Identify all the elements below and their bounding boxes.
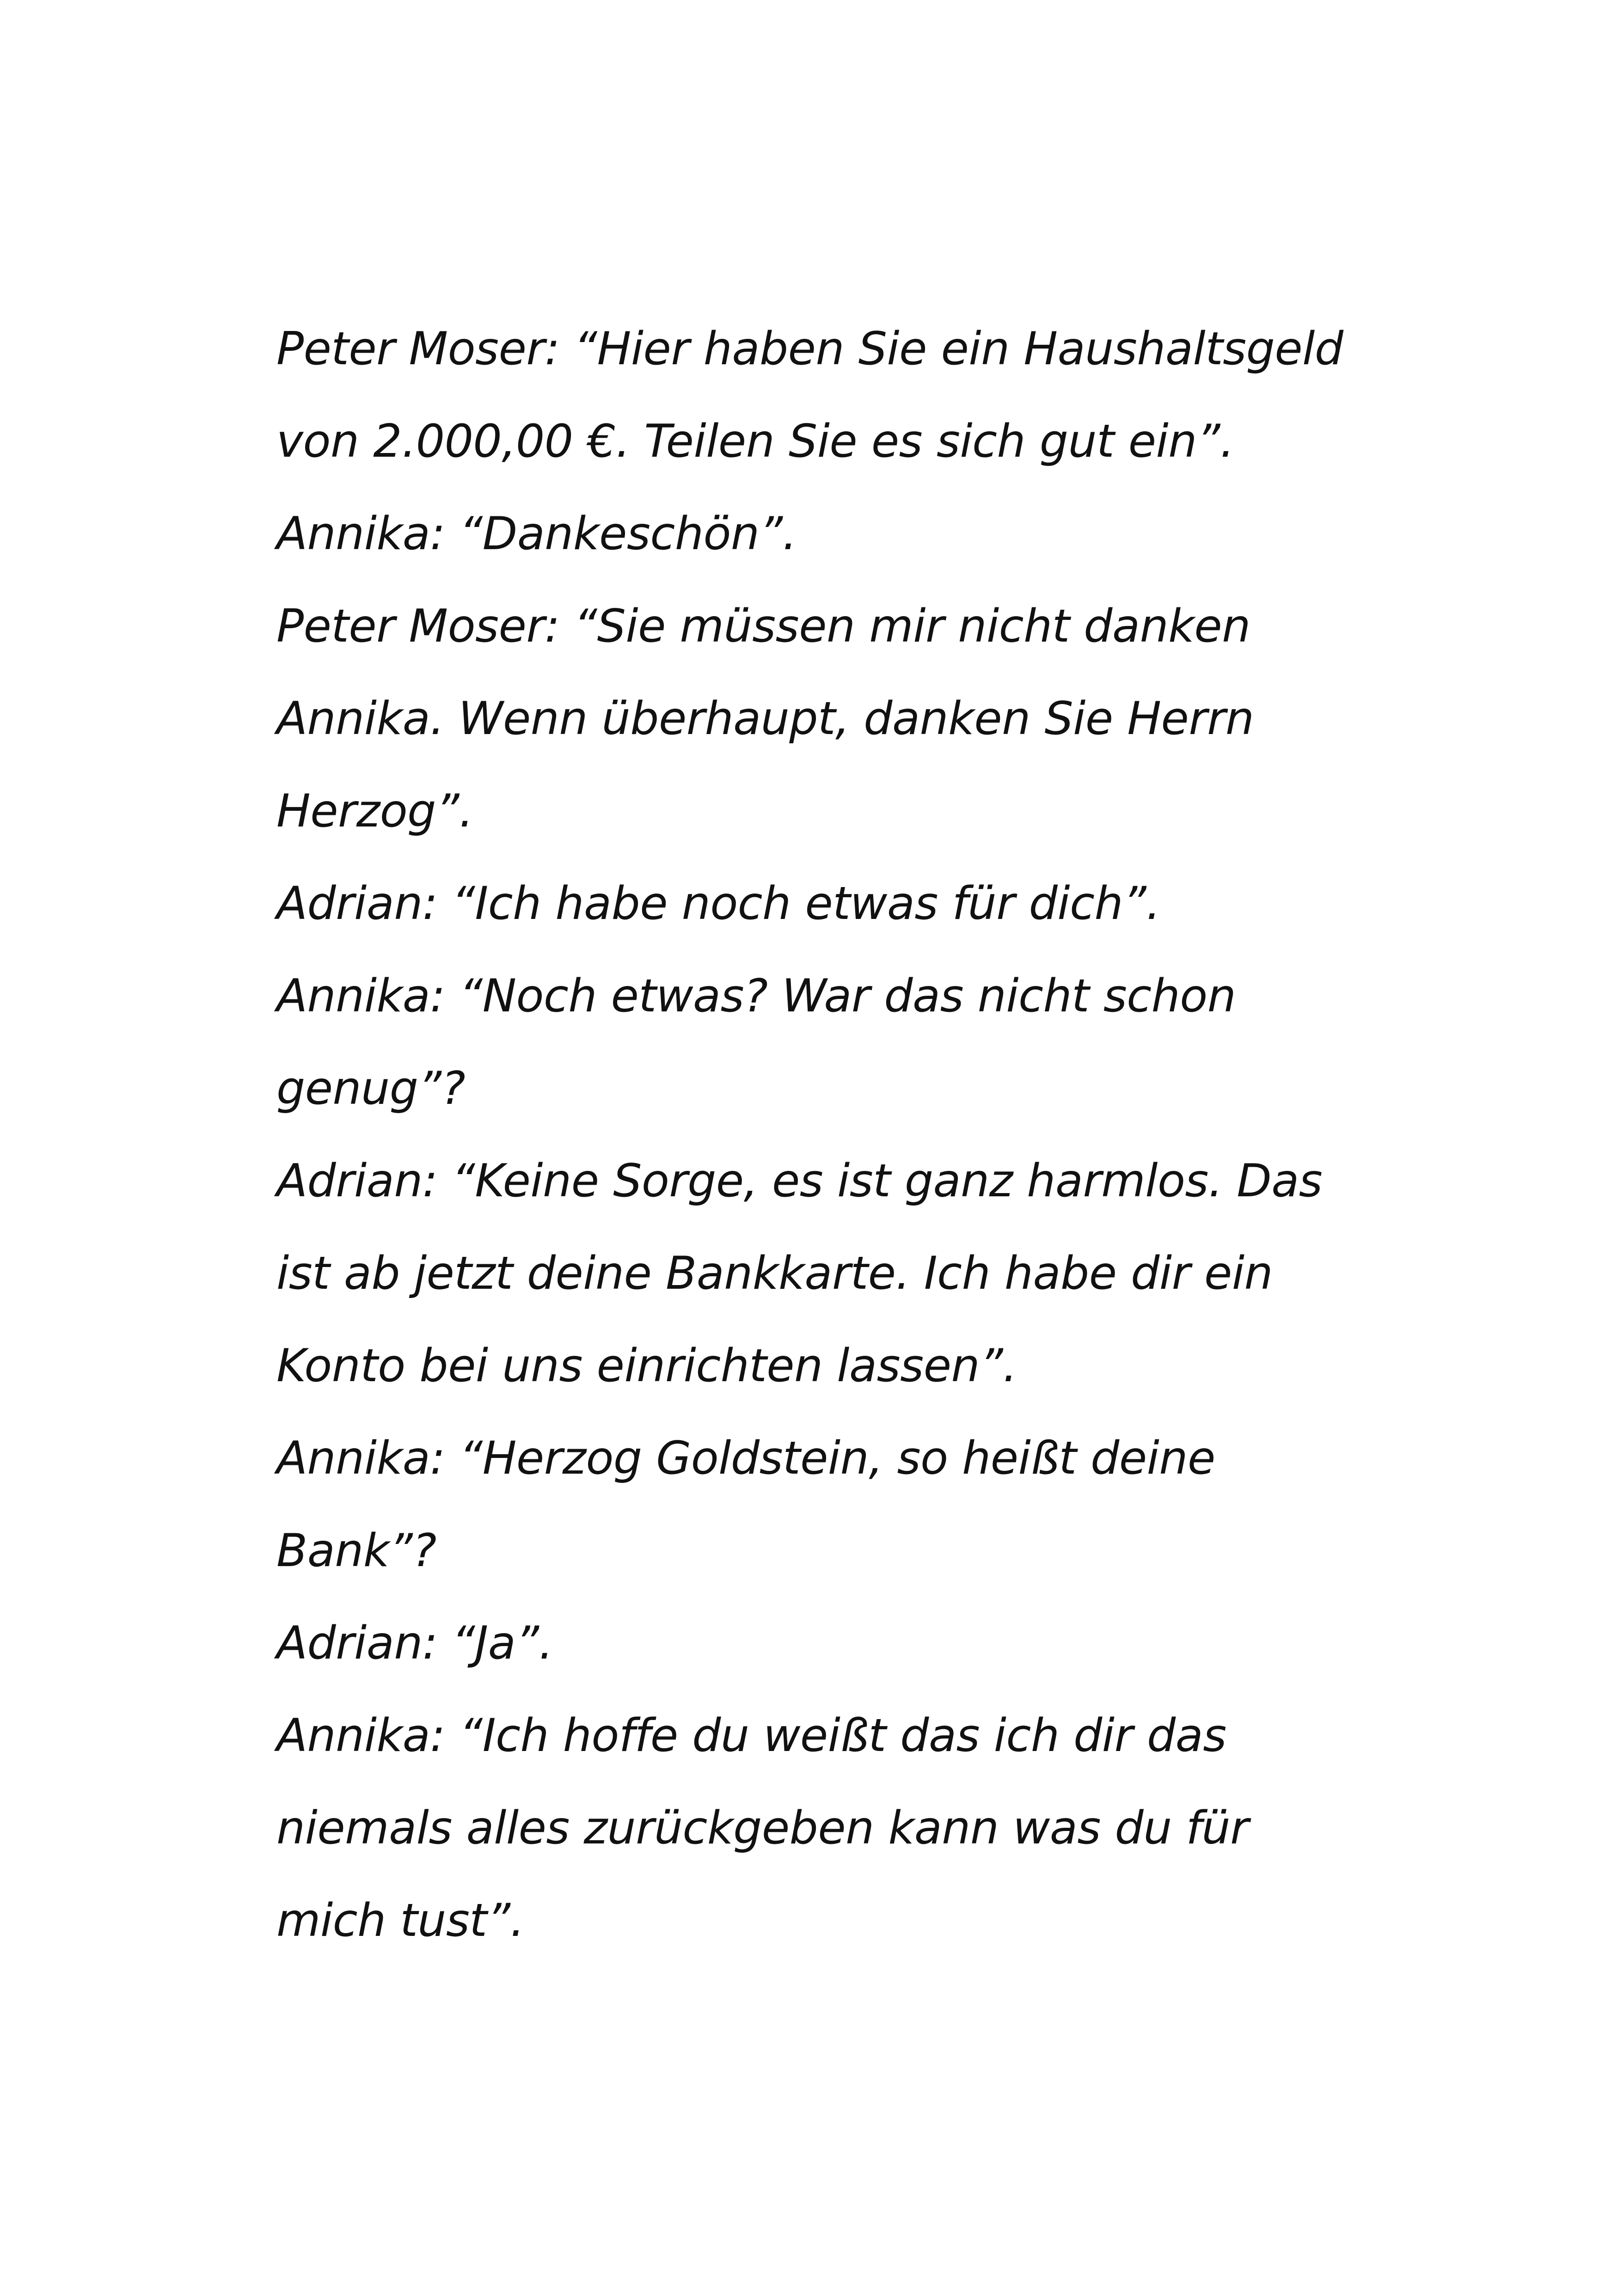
text-line: mich tust”. [276, 1894, 525, 1947]
text-line: Herzog”. [276, 785, 473, 838]
text-line: Annika: “Dankeschön”. [276, 508, 797, 560]
text-line: ist ab jetzt deine Bankkarte. Ich habe dir ein [276, 1247, 1273, 1300]
text-line: Annika. Wenn überhaupt, danken Sie Herrn [276, 692, 1254, 745]
text-line: genug”? [276, 1062, 466, 1115]
text-line: von 2.000,00 €. Teilen Sie es sich gut ein”. [276, 415, 1234, 468]
dialogue-text [276, 303, 1386, 1967]
text-line: Adrian: “Keine Sorge, es ist ganz harmlos. Das [276, 1155, 1323, 1207]
text-line: Annika: “Herzog Goldstein, so heißt deine [276, 1432, 1215, 1485]
text-line: Adrian: “Ich habe noch etwas für dich”. [276, 877, 1160, 930]
text-line: Adrian: “Ja”. [276, 1617, 553, 1670]
text-line: Peter Moser: “Sie müssen mir nicht danken [276, 600, 1250, 653]
text-line: Peter Moser: “Hier haben Sie ein Haushaltsgeld [276, 323, 1343, 375]
text-line: niemals alles zurückgeben kann was du für [276, 1802, 1249, 1855]
text-line: Bank”? [276, 1525, 436, 1577]
text-line: Annika: “Ich hoffe du weißt das ich dir das [276, 1709, 1226, 1762]
text-line: Konto bei uns einrichten lassen”. [276, 1340, 1017, 1392]
text-line: Annika: “Noch etwas? War das nicht schon [276, 970, 1236, 1022]
